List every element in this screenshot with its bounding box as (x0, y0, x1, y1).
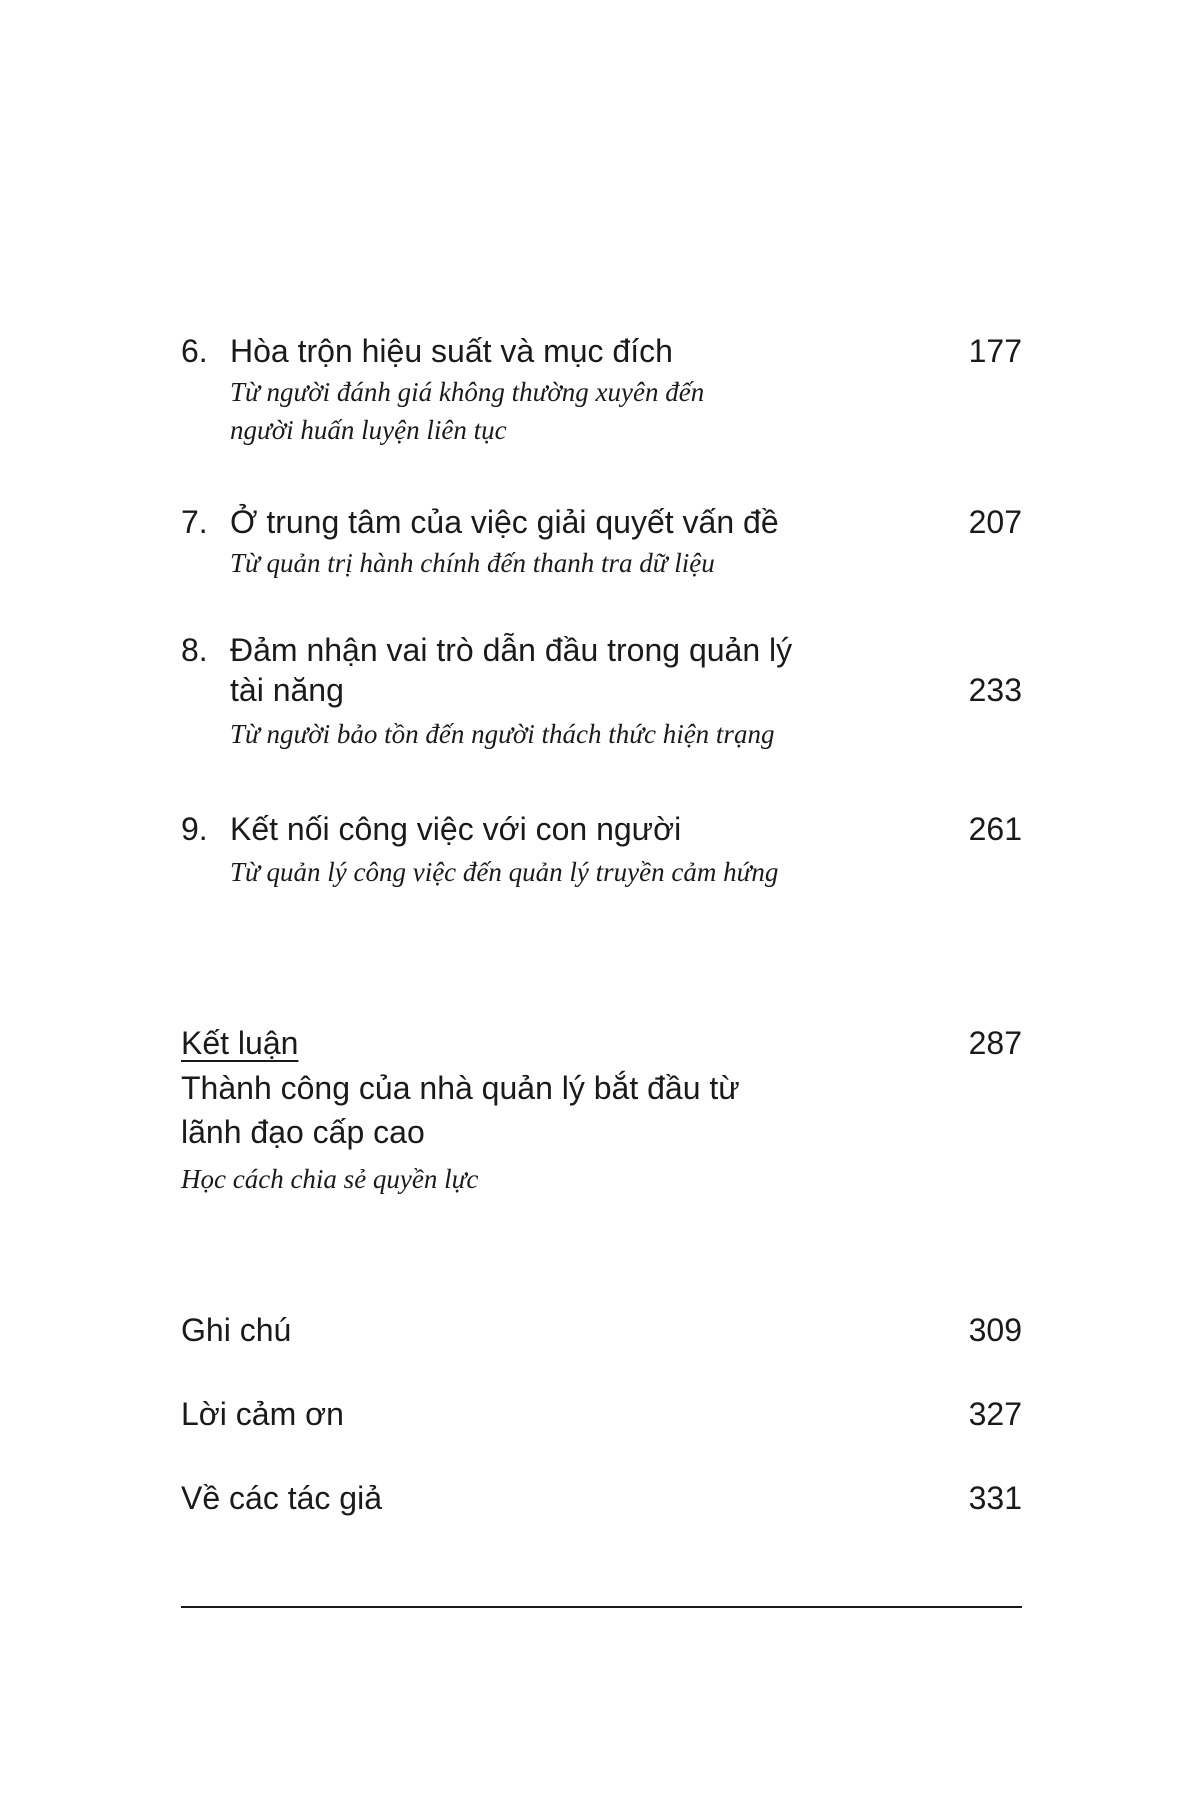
chapter-8-title-line-1[interactable]: Đảm nhận vai trò dẫn đầu trong quản lý (230, 632, 793, 668)
chapter-6-title[interactable]: Hòa trộn hiệu suất và mục đích (230, 333, 673, 369)
chapter-7-number: 7. (181, 504, 208, 540)
conclusion-page: 287 (968, 1025, 1022, 1061)
back-matter-about-authors[interactable]: Về các tác giả (181, 1480, 382, 1516)
chapter-9-subtitle: Từ quản lý công việc đến quản lý truyền cảm hứng (230, 857, 779, 887)
chapter-8-title-line-2[interactable]: tài năng (230, 672, 344, 708)
chapter-8-subtitle: Từ người bảo tồn đến người thách thức hiện trạng (230, 719, 775, 749)
chapter-9-page: 261 (968, 811, 1022, 847)
back-matter-acknowledgements-page: 327 (968, 1396, 1022, 1432)
chapter-6-subtitle-line-2: người huấn luyện liên tục (230, 415, 507, 445)
conclusion-title-line-1[interactable]: Thành công của nhà quản lý bắt đầu từ (181, 1070, 740, 1106)
chapter-8-page: 233 (968, 672, 1022, 708)
chapter-7-page: 207 (968, 504, 1022, 540)
conclusion-label[interactable]: Kết luận (181, 1025, 299, 1061)
chapter-7-subtitle: Từ quản trị hành chính đến thanh tra dữ liệu (230, 548, 715, 578)
conclusion-subtitle: Học cách chia sẻ quyền lực (181, 1164, 479, 1194)
conclusion-title-line-2[interactable]: lãnh đạo cấp cao (181, 1114, 425, 1150)
back-matter-acknowledgements[interactable]: Lời cảm ơn (181, 1396, 344, 1432)
back-matter-notes[interactable]: Ghi chú (181, 1312, 292, 1348)
chapter-8-number: 8. (181, 632, 208, 668)
chapter-9-title[interactable]: Kết nối công việc với con người (230, 811, 682, 847)
back-matter-notes-page: 309 (968, 1312, 1022, 1348)
chapter-9-number: 9. (181, 811, 208, 847)
chapter-7-title[interactable]: Ở trung tâm của việc giải quyết vấn đề (230, 504, 779, 540)
chapter-6-page: 177 (968, 333, 1022, 369)
back-matter-about-authors-page: 331 (968, 1480, 1022, 1516)
chapter-6-number: 6. (181, 333, 208, 369)
bottom-divider (181, 1606, 1022, 1608)
chapter-6-subtitle-line-1: Từ người đánh giá không thường xuyên đến (230, 377, 705, 407)
